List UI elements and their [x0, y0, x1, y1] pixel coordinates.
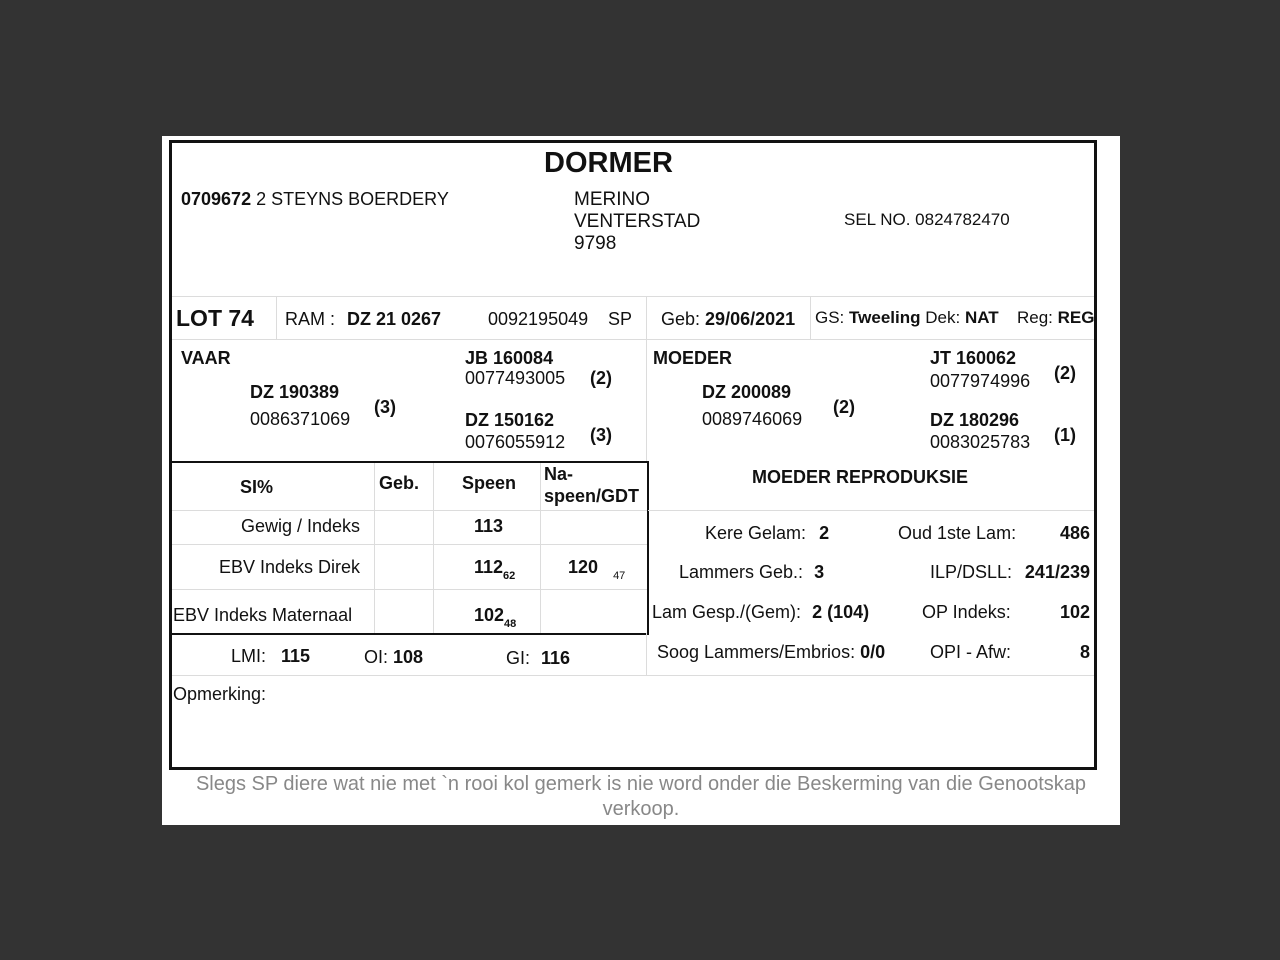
lam-gesp: [652, 602, 869, 623]
gi-value: 116: [541, 648, 571, 668]
opi-label: OPI - Afw:: [930, 642, 1012, 662]
dam-sire-reg: 0077974996: [930, 371, 1031, 391]
lammers-value: 3: [814, 562, 825, 582]
divider: [172, 510, 647, 511]
soog-label: Soog Lammers/Embrios:: [657, 642, 856, 662]
address-line-3: 9798: [574, 233, 617, 254]
reg-value: REG: [1057, 308, 1095, 327]
direk-naspeen: [568, 557, 625, 582]
sire-grade: (3): [374, 397, 396, 417]
lmi: [231, 646, 310, 667]
divider: [540, 463, 541, 633]
oi: [364, 647, 423, 668]
dam-id: DZ 200089: [702, 382, 792, 402]
si-table-border: [172, 633, 649, 635]
oi-value: 108: [393, 647, 424, 667]
row-label-gewig: Gewig / Indeks: [240, 516, 360, 536]
lot-number: LOT 74: [176, 305, 254, 331]
breeder: [181, 189, 449, 210]
kere-value: 2: [819, 523, 830, 543]
address: [574, 189, 700, 255]
naspeen-header-line-1: Na-: [544, 464, 574, 484]
dam-dam-grade: (1): [1054, 425, 1076, 445]
birth-status: [815, 308, 999, 328]
dam-dam-id: DZ 180296: [930, 410, 1020, 430]
direk-speen-value: 112: [474, 557, 504, 577]
ilp-label: ILP/DSLL:: [930, 562, 1013, 582]
kere-label: Kere Gelam:: [705, 523, 807, 543]
op-value: 102: [1059, 602, 1090, 622]
reg-label: Reg:: [1017, 308, 1053, 327]
lamgesp-label: Lam Gesp./(Gem):: [652, 602, 802, 622]
maternaal-speen-value: 102: [474, 605, 505, 625]
lmi-label: LMI:: [231, 646, 267, 666]
breeder-number: 0709672: [181, 189, 252, 209]
dam-sire-id: JT 160062: [930, 348, 1017, 368]
row-label-maternaal: EBV Indeks Maternaal: [173, 605, 353, 625]
gi: [506, 648, 570, 669]
auction-sheet: [162, 136, 1120, 825]
oud-label: Oud 1ste Lam:: [898, 523, 1017, 543]
sire-id: DZ 190389: [250, 382, 340, 402]
birth-date-value: 29/06/2021: [705, 309, 796, 329]
maternaal-speen: [474, 605, 516, 630]
gi-label: GI:: [506, 648, 531, 668]
lot-card: [169, 140, 1097, 770]
address-line-2: VENTERSTAD: [574, 211, 701, 232]
registration: [1017, 308, 1095, 328]
divider: [374, 463, 375, 633]
dam-reg: 0089746069: [702, 409, 803, 429]
geb-header: Geb.: [379, 473, 420, 493]
sire-sire-reg: 0077493005: [465, 368, 566, 388]
soog-lammers: [657, 642, 885, 663]
sire-dam-id: DZ 150162: [465, 410, 555, 430]
dam-sire-grade: (2): [1054, 363, 1076, 383]
ilp-value: 241/239: [1024, 562, 1090, 582]
remarks-label: Opmerking:: [173, 684, 267, 704]
sire-dam-reg: 0076055912: [465, 432, 566, 452]
divider: [172, 544, 647, 545]
divider: [648, 510, 1094, 511]
opi-value: 8: [1079, 642, 1090, 662]
dam-dam-reg: 0083025783: [930, 432, 1031, 452]
gs-label: GS:: [815, 308, 845, 327]
divider: [172, 339, 1094, 340]
dam-grade: (2): [833, 397, 855, 417]
direk-speen: [474, 557, 515, 582]
row-label-direk: EBV Indeks Direk: [218, 557, 360, 577]
breed-title: DORMER: [544, 147, 673, 179]
op-label: OP Indeks:: [922, 602, 1011, 622]
divider: [433, 463, 434, 633]
divider: [172, 589, 647, 590]
direk-naspeen-accuracy: 47: [613, 570, 626, 582]
oi-label: OI:: [364, 647, 389, 667]
ram-reg-number: 0092195049: [488, 309, 589, 329]
kere-gelam: [705, 523, 829, 544]
direk-speen-accuracy: 62: [503, 570, 516, 582]
sire-dam-grade: (3): [590, 425, 612, 445]
address-line-1: MERINO: [574, 189, 650, 210]
breeder-name: 2 STEYNS BOERDERY: [256, 189, 449, 209]
naspeen-header: [544, 463, 639, 507]
sire-sire-id: JB 160084: [465, 348, 554, 368]
sire-sire-grade: (2): [590, 368, 612, 388]
si-table-border: [647, 461, 649, 635]
footer-note: Slegs SP diere wat nie met `n rooi kol gemerk is nie word onder die Beskerming van die Genootskap verkoop.: [195, 773, 1087, 820]
reproduction-title: MOEDER REPRODUKSIE: [752, 467, 969, 487]
divider: [276, 296, 277, 339]
lammers-label: Lammers Geb.:: [679, 562, 804, 582]
ram-id: DZ 21 0267: [347, 309, 442, 329]
dek-label: Dek:: [925, 308, 961, 327]
phone-number: SEL NO. 0824782470: [844, 210, 1010, 229]
sire-label: VAAR: [181, 348, 231, 368]
ram-label: RAM :: [285, 309, 336, 329]
soog-value: 0/0: [860, 642, 886, 662]
divider: [172, 296, 1094, 297]
si-header: SI%: [240, 477, 274, 497]
sire-reg: 0086371069: [250, 409, 351, 429]
oud-value: 486: [1059, 523, 1090, 543]
divider: [172, 675, 1094, 676]
maternaal-speen-accuracy: 48: [504, 618, 517, 630]
ram-status: SP: [608, 309, 633, 329]
naspeen-header-line-2: speen/GDT: [544, 486, 640, 506]
lammers-geb: [679, 562, 824, 583]
direk-naspeen-value: 120: [568, 557, 599, 577]
divider: [646, 633, 647, 675]
speen-header: Speen: [462, 473, 517, 493]
dam-label: MOEDER: [653, 348, 733, 368]
lmi-value: 115: [281, 646, 311, 666]
gs-value: Tweeling: [849, 308, 921, 327]
birth-date: [661, 309, 795, 330]
lamgesp-value: 2 (104): [812, 602, 870, 622]
birth-date-label: Geb:: [661, 309, 701, 329]
dek-value: NAT: [964, 308, 999, 327]
divider: [646, 296, 647, 461]
divider: [810, 296, 811, 339]
gewig-speen: 113: [474, 516, 504, 536]
